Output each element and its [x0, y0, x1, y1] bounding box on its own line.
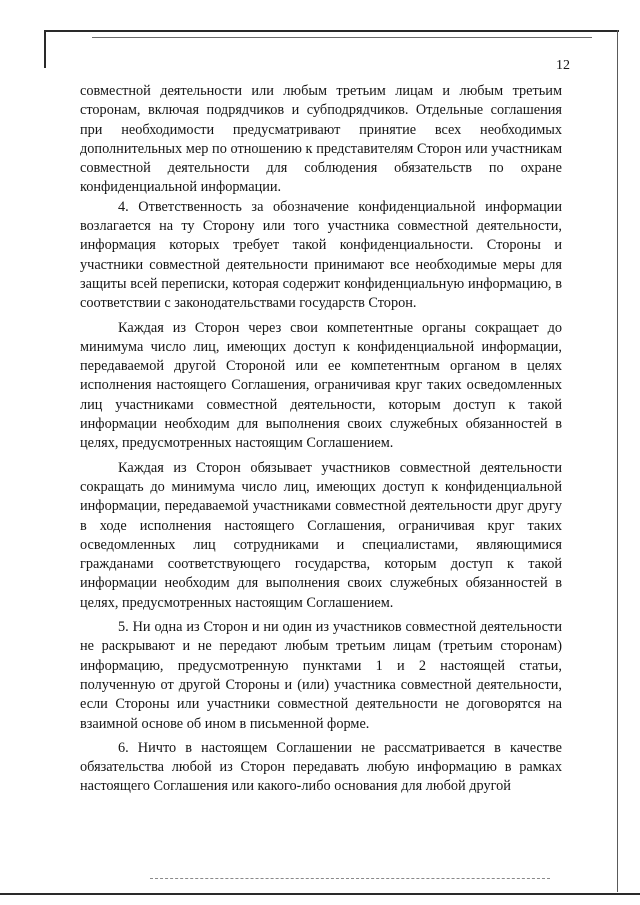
scan-border-left	[44, 30, 46, 68]
scan-border-right	[617, 30, 618, 892]
document-body	[80, 82, 562, 797]
paragraph-competent-authorities: Каждая из Сторон через свои компетентные органы сокращает до минимума число лиц, имеющих доступ к конфиденциальной информации, передаваемой другой Стороной или ее компетентным органом в целях исполнения настоящего Соглашения, ограничивая круг таких осведомленных лиц участниками совместной деятельности, которым доступ к такой информации необходим для выполнения своих служебных обязанностей в целях, предусмотренных настоящим Соглашением.	[80, 319, 562, 452]
paragraph-continuation: совместной деятельности или любым третьим лицам и любым третьим сторонам, включая подрядчиков и субподрядчиков. Отдельные соглашения при необходимости предусматривают принятие всех необходимых дополнительных мер по отношению к представителям Сторон или участникам совместной деятельности для соблюдения обязательств по охране конфиденциальной информации.	[80, 83, 562, 196]
paragraph-clause-5: 5. Ни одна из Сторон и ни один из участников совместной деятельности не раскрывают и не передают любым третьим лицам (третьим сторонам) информацию, предусмотренную пунктами 1 и 2 настоящей статьи, полученную от другой Стороны и (или) участника совместной деятельности, если Стороны или участники совместной деятельности не договорятся на взаимной основе об ином в письменной форме.	[80, 619, 562, 732]
scan-border-bottom	[0, 893, 640, 895]
paragraph-clause-6: 6. Ничто в настоящем Соглашении не рассматривается в качестве обязательства любой из Сторон передавать любую информацию в рамках настоящего Соглашения или какого-либо основания для любой другой	[80, 739, 562, 795]
paragraph-participants-obligation: Каждая из Сторон обязывает участников совместной деятельности сокращать до минимума число лиц, имеющих доступ к конфиденциальной информации, передаваемой участниками совместной деятельности друг другу в ходе исполнения настоящего Соглашения, ограничивая круг таких осведомленных лиц сотрудниками и специалистами, являющимися гражданами соответствующего государства, которым доступ к такой информации необходим для выполнения своих служебных обязанностей в целях, предусмотренных настоящим Соглашением.	[80, 459, 562, 611]
page-number: 12	[556, 58, 570, 73]
scan-border-top-inner	[92, 37, 592, 38]
scan-border-bottom-inner	[150, 878, 550, 879]
paragraph-clause-4: 4. Ответственность за обозначение конфиденциальной информации возлагается на ту Сторону или того участника совместной деятельности, информация которых требует такой конфиденциальности. Стороны и участники совместной деятельности принимают все необходимые меры для защиты всей переписки, которая содержит конфиденциальную информацию, в соответствии с законодательствами государств Сторон.	[80, 198, 562, 312]
scan-border-top	[44, 30, 619, 32]
